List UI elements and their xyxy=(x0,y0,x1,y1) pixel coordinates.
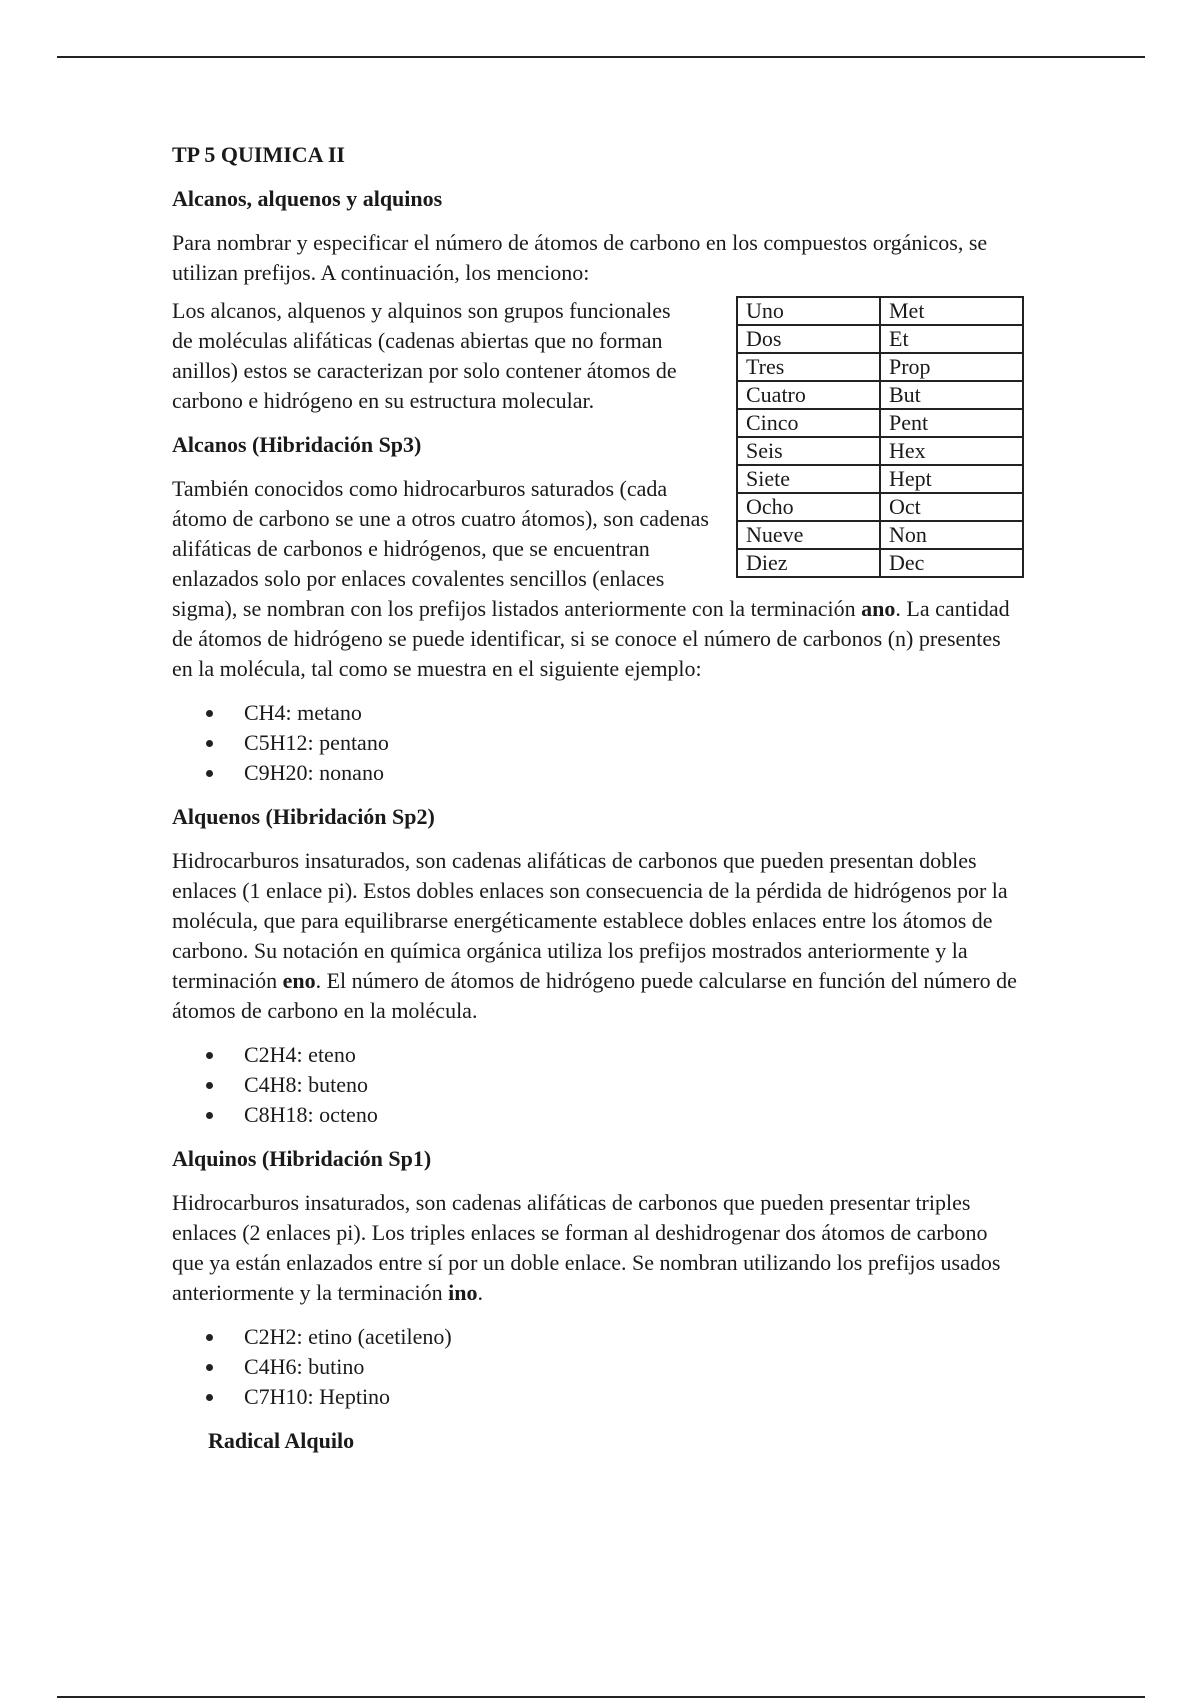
number-word-cell: Uno xyxy=(737,297,880,325)
prefix-cell: Hept xyxy=(880,465,1023,493)
table-row xyxy=(737,297,1023,325)
alquenos-examples xyxy=(172,1040,1024,1130)
prefix-cell: Non xyxy=(880,521,1023,549)
table-row xyxy=(737,381,1023,409)
table-row xyxy=(737,465,1023,493)
prefix-cell: Prop xyxy=(880,353,1023,381)
number-word-cell: Siete xyxy=(737,465,880,493)
table-row xyxy=(737,409,1023,437)
number-word-cell: Diez xyxy=(737,549,880,577)
list-item: C7H10: Heptino xyxy=(244,1382,1024,1412)
prefix-cell: But xyxy=(880,381,1023,409)
alcanos-paragraph: También conocidos como hidrocarburos saturados (cada átomo de carbono se une a otros cuatro átomos), son cadenas alifáticas de carbonos e hidrógenos, que se encuentran enlazados solo por enlaces covalentes sencillos (enlaces sigma), se nombran con los prefijos listados anteriormente con la terminación ano. La cantidad de átomos de hidrógeno se puede identificar, si se conoce el número de carbonos (n) presentes en la molécula, tal como se muestra en el siguiente ejemplo: xyxy=(172,476,1010,681)
footer-rule xyxy=(57,1696,1145,1698)
number-word-cell: Ocho xyxy=(737,493,880,521)
prefix-cell: Dec xyxy=(880,549,1023,577)
prefix-cell: Oct xyxy=(880,493,1023,521)
prefix-cell: Pent xyxy=(880,409,1023,437)
radical-alquilo-heading: Radical Alquilo xyxy=(208,1428,355,1453)
number-word-cell: Cuatro xyxy=(737,381,880,409)
number-word-cell: Tres xyxy=(737,353,880,381)
list-item: CH4: metano xyxy=(244,698,1024,728)
prefix-table xyxy=(736,296,1024,578)
alquenos-heading: Alquenos (Hibridación Sp2) xyxy=(172,804,435,829)
number-word-cell: Seis xyxy=(737,437,880,465)
alquinos-examples xyxy=(172,1322,1024,1412)
table-row xyxy=(737,493,1023,521)
document-title: TP 5 QUIMICA II xyxy=(172,142,345,167)
list-item: C9H20: nonano xyxy=(244,758,1024,788)
header-rule xyxy=(57,56,1145,58)
alquinos-heading: Alquinos (Hibridación Sp1) xyxy=(172,1146,432,1171)
alcanos-examples xyxy=(172,698,1024,788)
list-item: C8H18: octeno xyxy=(244,1100,1024,1130)
number-word-cell: Cinco xyxy=(737,409,880,437)
prefix-cell: Hex xyxy=(880,437,1023,465)
alquenos-paragraph: Hidrocarburos insaturados, son cadenas alifáticas de carbonos que pueden presentan dobles enlaces (1 enlace pi). Estos dobles enlaces son consecuencia de la pérdida de hidrógenos por la molécula, que para equilibrarse energéticamente establece dobles enlaces entre los átomos de carbono. Su notación en química orgánica utiliza los prefijos mostrados anteriormente y la terminación eno. El número de átomos de hidrógeno puede calcularse en función del número de átomos de carbono en la molécula. xyxy=(172,848,1017,1023)
groups-paragraph: Los alcanos, alquenos y alquinos son grupos funcionales de moléculas alifáticas (cadenas abiertas que no forman anillos) estos se caracterizan por solo contener átomos de carbono e hidrógeno en su estructura molecular. xyxy=(172,298,677,413)
alcanos-suffix: ano xyxy=(861,596,896,621)
alquinos-paragraph: Hidrocarburos insaturados, son cadenas alifáticas de carbonos que pueden presentar triples enlaces (2 enlaces pi). Los triples enlaces se forman al deshidrogenar dos átomos de carbono que ya están enlazados entre sí por un doble enlace. Se nombran utilizando los prefijos usados anteriormente y la terminación ino. xyxy=(172,1190,1001,1305)
alcanos-heading: Alcanos (Hibridación Sp3) xyxy=(172,432,422,457)
table-row xyxy=(737,437,1023,465)
list-item: C2H2: etino (acetileno) xyxy=(244,1322,1024,1352)
intro-paragraph: Para nombrar y especificar el número de átomos de carbono en los compuestos orgánicos, se utilizan prefijos. A continuación, los menciono: xyxy=(172,230,988,285)
table-row xyxy=(737,353,1023,381)
document-body xyxy=(172,140,1024,1470)
alquinos-suffix: ino xyxy=(448,1280,478,1305)
number-word-cell: Nueve xyxy=(737,521,880,549)
number-word-cell: Dos xyxy=(737,325,880,353)
prefix-cell: Et xyxy=(880,325,1023,353)
list-item: C4H8: buteno xyxy=(244,1070,1024,1100)
section-heading-alcanos-alquenos-alquinos: Alcanos, alquenos y alquinos xyxy=(172,186,443,211)
prefix-cell: Met xyxy=(880,297,1023,325)
list-item: C4H6: butino xyxy=(244,1352,1024,1382)
table-row xyxy=(737,549,1023,577)
table-row xyxy=(737,325,1023,353)
alquenos-suffix: eno xyxy=(282,968,316,993)
list-item: C5H12: pentano xyxy=(244,728,1024,758)
table-row xyxy=(737,521,1023,549)
list-item: C2H4: eteno xyxy=(244,1040,1024,1070)
